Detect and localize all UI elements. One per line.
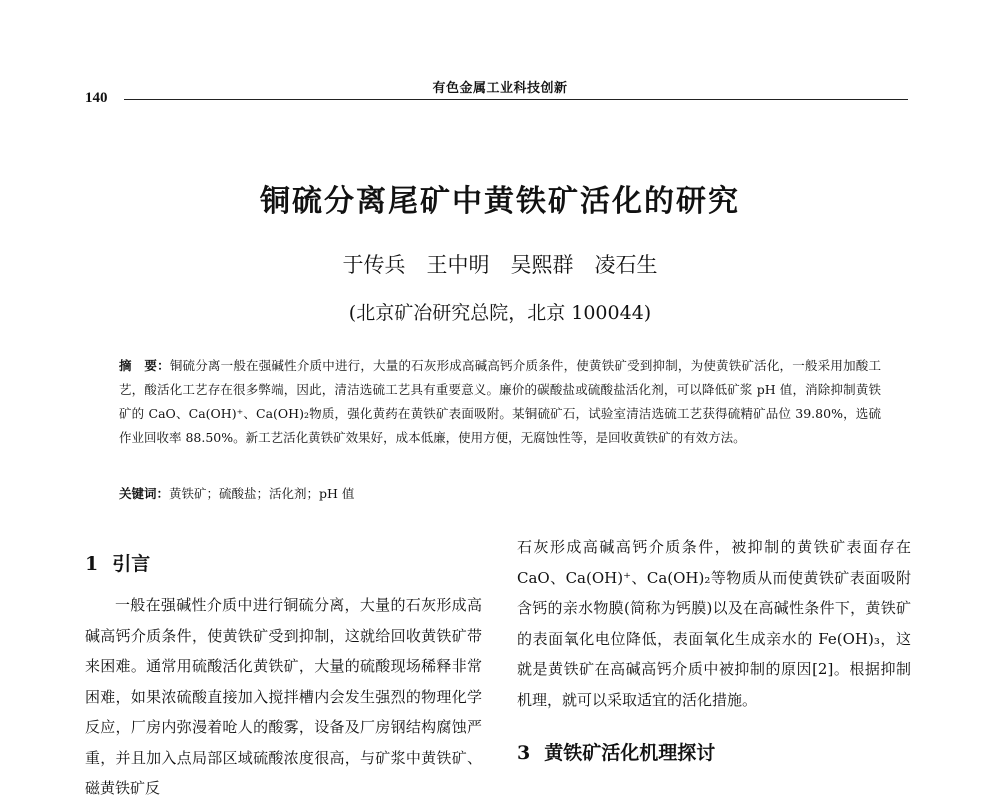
keywords	[119, 484, 881, 504]
keywords-label: 关键词：	[119, 486, 170, 501]
section-1-heading	[85, 549, 150, 576]
abstract-label: 摘 要：	[119, 358, 170, 373]
affiliation: (北京矿冶研究总院，北京 100044)	[348, 302, 652, 324]
running-header-journal: 有色金属工业科技创新	[432, 81, 568, 96]
right-column-paragraph: 石灰形成高碱高钙介质条件，被抑制的黄铁矿表面存在 CaO、Ca(OH)⁺、Ca(OH)₂等物质从而使黄铁矿表面吸附含钙的亲水物膜(简称为钙膜)以及在高碱性条件下，黄铁矿的表面氧化电位降低，表面氧化生成亲水的 Fe(OH)₃，这就是黄铁矿在高碱高钙介质中被抑制的原因[2]。根据抑制机理，就可以采取适宜的活化措施。	[517, 538, 911, 709]
abstract-text: 铜硫分离一般在强碱性介质中进行，大量的石灰形成高碱高钙介质条件，使黄铁矿受到抑制，为使黄铁矿活化，一般采用加酸工艺，酸活化工艺存在很多弊端，因此，清洁选硫工艺具有重要意义。廉价的碳酸盐或硫酸盐活化剂，可以降低矿浆 pH 值，消除抑制黄铁矿的 CaO、Ca(OH)⁺、Ca(OH)₂物质，强化黄药在黄铁矿表面吸附。某铜硫矿石，试验室清洁选硫工艺获得硫精矿品位 39.80%，选硫作业回收率 88.50%。新工艺活化黄铁矿效果好，成本低廉，使用方便，无腐蚀性等，是回收黄铁矿的有效方法。	[119, 358, 881, 445]
section-1-title: 引言	[112, 553, 151, 575]
section-1-number: 1	[85, 553, 99, 575]
page-number: 140	[85, 90, 108, 106]
paper-title: 铜硫分离尾矿中黄铁矿活化的研究	[260, 184, 740, 219]
section-3-heading	[517, 738, 715, 765]
left-column	[85, 590, 482, 804]
abstract	[119, 354, 881, 450]
intro-paragraph: 一般在强碱性介质中进行铜硫分离，大量的石灰形成高碱高钙介质条件，使黄铁矿受到抑制，这就给回收黄铁矿带来困难。通常用硫酸活化黄铁矿，大量的硫酸现场稀释非常困难，如果浓硫酸直接加入搅拌槽内会发生强烈的物理化学反应，厂房内弥漫着呛人的酸雾，设备及厂房钢结构腐蚀严重，并且加入点局部区域硫酸浓度很高，与矿浆中黄铁矿、磁黄铁矿反	[85, 596, 482, 797]
section-3-title: 黄铁矿活化机理探讨	[544, 742, 716, 764]
keywords-text: 黄铁矿；硫酸盐；活化剂；pH 值	[169, 486, 355, 501]
authors: 于传兵 王中明 吴熙群 凌石生	[342, 253, 658, 277]
section-3-number: 3	[517, 742, 531, 764]
right-column	[517, 532, 911, 715]
header-rule	[124, 99, 908, 100]
